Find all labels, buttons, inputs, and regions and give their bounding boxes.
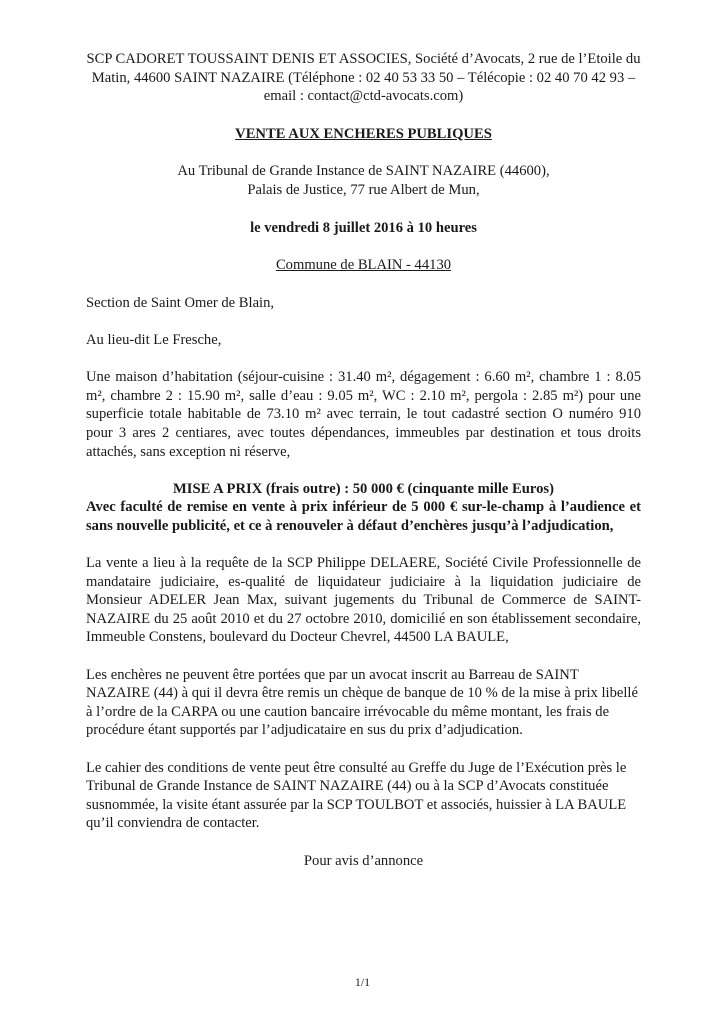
conditions-book-paragraph: Le cahier des conditions de vente peut être consulté au Greffe du Juge de l’Exécution près le Tribunal de Grande Instance de SAINT NAZAIRE (44) ou à la SCP d’Avocats constituée susnommée, la visite étant assurée par la SCP TOULBOT et associés, huissier à LA BAULE qu’il conviendra de contacter. <box>86 759 627 832</box>
header-line-2: Matin, 44600 SAINT NAZAIRE (Téléphone : 02 40 53 33 50 – Télécopie : 02 40 70 42 93 – <box>91 69 636 86</box>
tribunal-line-1: Au Tribunal de Grande Instance de SAINT NAZAIRE (44600), <box>177 163 550 180</box>
page-number: 1/1 <box>354 975 371 989</box>
property-description: Une maison d’habitation (séjour-cuisine : 31.40 m², dégagement : 6.60 m², chambre 1 : 8.05 m², chambre 2 : 15.90 m², salle d’eau : 9.05 m², WC : 2.10 m², pergola : 2.85 m²) pour une superficie totale habitable de 73.10 m² avec terrain, le tout cadastré section O numéro 910 pour 3 ares 2 centiares, avec toutes dépendances, immeubles par destination et tous droits attachés, sans exception ni réserve, <box>86 369 641 460</box>
starting-price: MISE A PRIX (frais outre) : 50 000 € (cinquante mille Euros) <box>173 480 554 497</box>
header-line-1: SCP CADORET TOUSSAINT DENIS ET ASSOCIES, Société d’Avocats, 2 rue de l’Etoile du <box>86 51 641 67</box>
auction-date: le vendredi 8 juillet 2016 à 10 heures <box>250 219 477 236</box>
header-line-3: email : contact@ctd-avocats.com) <box>263 88 464 105</box>
tribunal-address <box>86 162 641 199</box>
lieu-dit-line: Au lieu-dit Le Fresche, <box>86 331 222 348</box>
commune-heading: Commune de BLAIN - 44130 <box>275 257 452 274</box>
bidding-conditions-paragraph: Les enchères ne peuvent être portées que par un avocat inscrit au Barreau de SAINT NAZAIRE (44) à qui il devra être remis un chèque de banque de 10 % de la mise à prix libellé à l’ordre de la CARPA ou une caution bancaire irrévocable du même montant, les frais de procédure étant supportés par l’adjudicataire en sus du prix d’adjudication. <box>86 666 638 739</box>
law-firm-header <box>86 50 641 106</box>
tribunal-line-2: Palais de Justice, 77 rue Albert de Mun, <box>247 181 480 198</box>
notice-signoff: Pour avis d’annonce <box>303 852 424 869</box>
document-title: VENTE AUX ENCHERES PUBLIQUES <box>235 125 492 142</box>
request-paragraph: La vente a lieu à la requête de la SCP Philippe DELAERE, Société Civile Professionnelle de mandataire judiciaire, es-qualité de liquidateur judiciaire à la liquidation judiciaire de Monsieur ADELER Jean Max, suivant jugements du Tribunal de Commerce de SAINT-NAZAIRE du 25 août 2010 et du 27 octobre 2010, domicilié en son établissement secondaire, Immeuble Constens, boulevard du Docteur Chevrel, 44500 LA BAULE, <box>86 555 641 646</box>
section-line: Section de Saint Omer de Blain, <box>86 294 275 311</box>
document-page <box>86 50 641 870</box>
price-reduction-clause: Avec faculté de remise en vente à prix inférieur de 5 000 € sur-le-champ à l’audience et sans nouvelle publicité, et ce à renouveler à défaut d’enchères jusqu’à l’adjudication, <box>86 499 641 534</box>
